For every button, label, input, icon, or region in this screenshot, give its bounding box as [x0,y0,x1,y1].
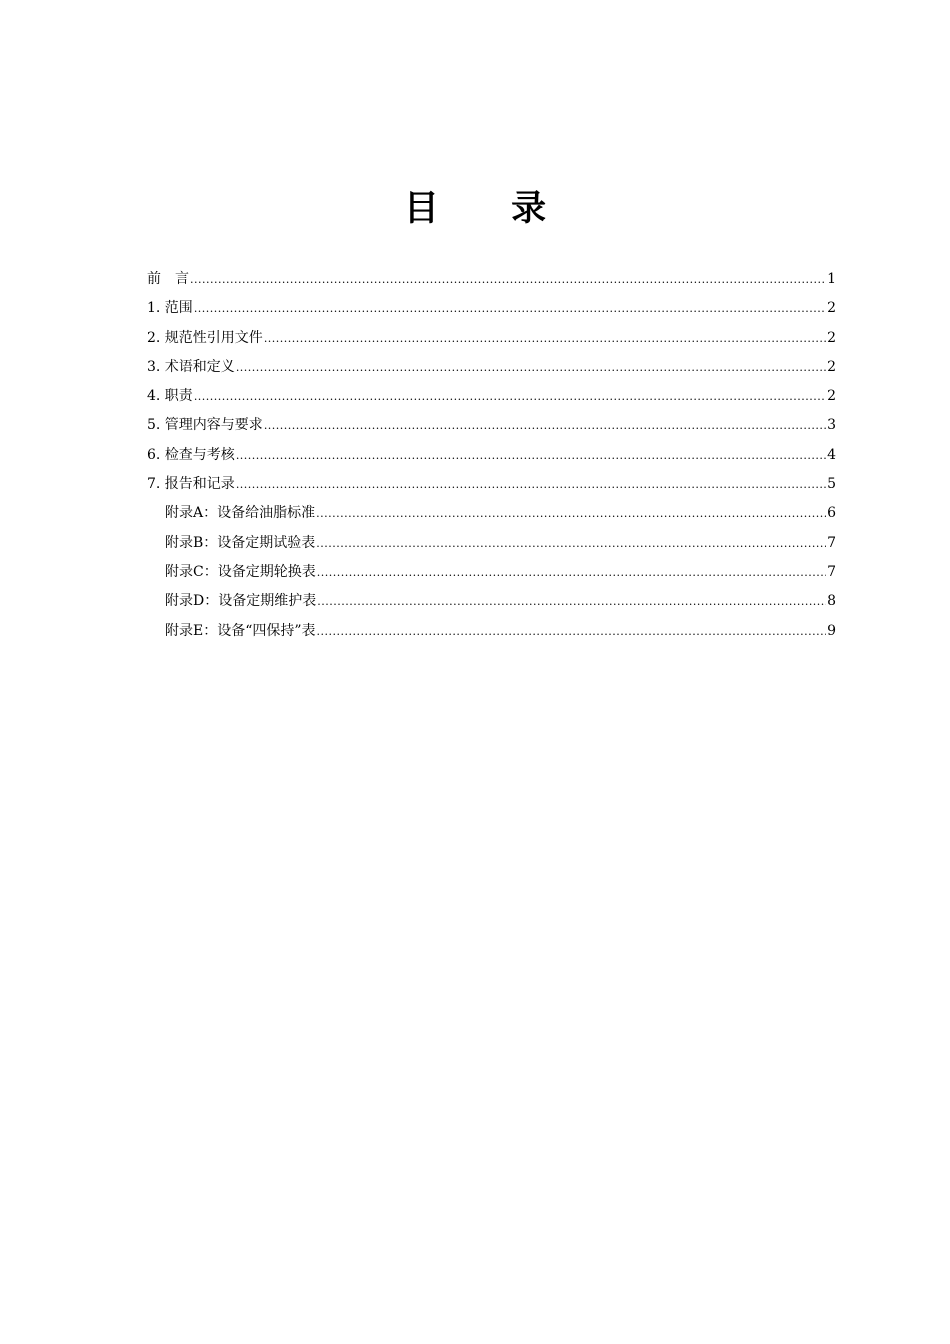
dot-leader [190,265,826,294]
toc-entry-page: 2 [827,388,836,405]
toc-entry-label: 附录A：设备给油脂标准 [165,505,316,522]
toc-entry-terms-definitions[interactable] [147,353,836,382]
toc-entry-label: 前 言 [147,271,189,287]
toc-entry-page: 8 [827,593,836,610]
toc-entry-page: 6 [827,505,836,522]
toc-entry-inspection-assessment[interactable] [147,441,836,470]
toc-entry-label: 7. 报告和记录 [147,476,235,493]
toc-entry-label: 附录C：设备定期轮换表 [165,563,316,580]
toc-entry-page: 3 [827,417,836,434]
dot-leader [317,558,826,587]
toc-entry-label: 3. 术语和定义 [147,358,235,375]
toc-entry-label: 5. 管理内容与要求 [147,417,263,434]
toc-entry-appendix-d[interactable] [147,587,836,616]
toc-entry-page: 4 [827,446,836,463]
dot-leader [316,529,826,558]
toc-entry-scope[interactable] [147,294,836,323]
toc-entry-label: 附录D：设备定期维护表 [165,593,317,610]
toc-entry-label: 4. 职责 [147,388,193,405]
dot-leader [194,382,826,411]
toc-entry-reports-records[interactable] [147,470,836,499]
toc-entry-preface[interactable] [147,265,836,294]
toc-entry-page: 2 [827,358,836,375]
toc-entry-appendix-a[interactable] [147,499,836,528]
toc-entry-appendix-b[interactable] [147,529,836,558]
toc-entry-responsibilities[interactable] [147,382,836,411]
dot-leader [264,324,826,353]
dot-leader [317,617,827,646]
toc-entry-label: 附录E：设备“四保持”表 [165,622,316,639]
toc-entry-page: 9 [827,622,836,639]
dot-leader [236,470,826,499]
toc-entry-appendix-c[interactable] [147,558,836,587]
dot-leader [317,587,826,616]
toc-entry-appendix-e[interactable] [147,617,836,646]
toc-entry-page: 5 [827,476,836,493]
toc-entry-page: 7 [827,563,836,580]
dot-leader [264,411,826,440]
toc-entry-page: 1 [827,271,836,287]
toc-entry-label: 1. 范围 [147,300,193,317]
dot-leader [236,353,826,382]
toc-entry-normative-references[interactable] [147,324,836,353]
toc-entry-label: 附录B：设备定期试验表 [165,534,316,551]
toc-entry-management-requirements[interactable] [147,411,836,440]
toc-entry-page: 2 [827,329,836,346]
toc-entry-page: 2 [827,300,836,317]
toc-entry-label: 2. 规范性引用文件 [147,329,263,346]
dot-leader [194,294,826,323]
table-of-contents [147,265,836,646]
dot-leader [236,441,826,470]
dot-leader [316,499,826,528]
page-title: 目 录 [403,189,577,229]
toc-entry-page: 7 [827,534,836,551]
toc-entry-label: 6. 检查与考核 [147,446,235,463]
